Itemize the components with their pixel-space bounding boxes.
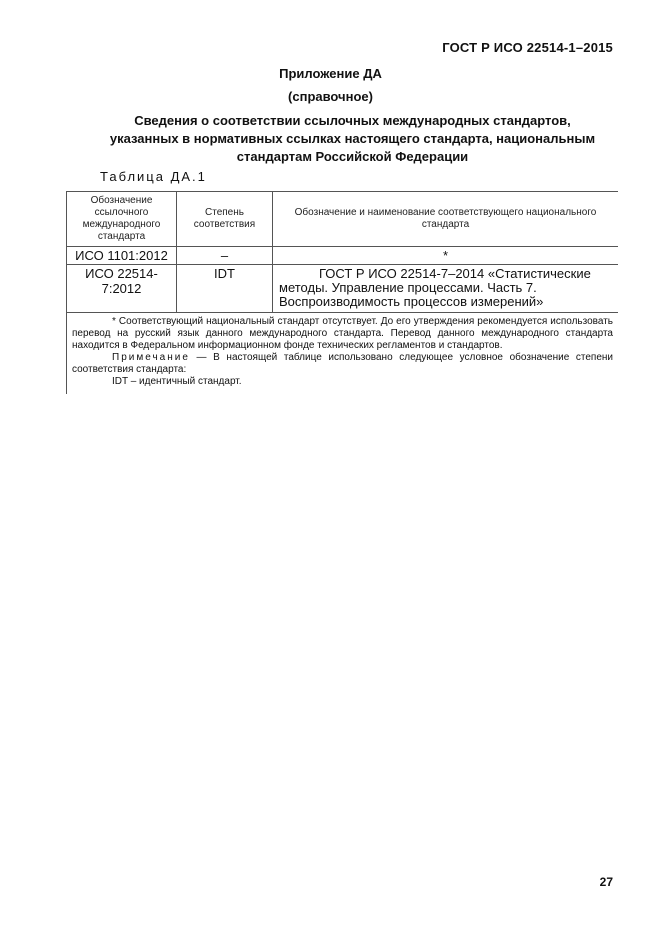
note-text: — В настоящей таблице использовано следующее условное обозначение степени соответствия стандарта:: [72, 352, 613, 375]
table-label: Таблица ДА.1: [100, 169, 207, 184]
correspondence-table: [66, 191, 618, 394]
note-label: Примечание: [112, 352, 190, 363]
appendix-title: Приложение ДА: [279, 66, 382, 81]
column-header-ref: Обозначение ссылочного международного стандарта: [67, 192, 177, 247]
appendix-subtitle: (справочное): [288, 89, 373, 104]
cell-national: *: [273, 247, 619, 265]
cell-national: [273, 265, 619, 313]
heading-line-1: Сведения о соответствии ссылочных международных стандартов,: [134, 113, 571, 128]
table-row: [67, 265, 619, 313]
heading-line-2: указанных в нормативных ссылках настоящего стандарта, национальным: [109, 131, 596, 146]
cell-degree: IDT: [177, 265, 273, 313]
national-standard-text: ГОСТ Р ИСО 22514-7–2014 «Статистические методы. Управление процессами. Часть 7. Воспроизводимость процессов измерений»: [279, 266, 591, 309]
table-notes-row: [67, 313, 619, 395]
cell-ref: ИСО 1101:2012: [67, 247, 177, 265]
page-number: 27: [599, 875, 613, 889]
table-header-row: [67, 192, 619, 247]
legend: IDT – идентичный стандарт.: [112, 376, 242, 387]
appendix-heading: [70, 112, 635, 166]
table-notes: [67, 313, 619, 395]
document-code: ГОСТ Р ИСО 22514-1–2015: [442, 40, 613, 55]
note: [72, 352, 613, 376]
heading-line-3: стандартам Российской Федерации: [236, 149, 469, 164]
column-header-national: Обозначение и наименование соответствующего национального стандарта: [273, 192, 619, 247]
cell-ref: ИСО 22514-7:2012: [67, 265, 177, 313]
table-row: [67, 247, 619, 265]
column-header-degree: Степень соответствия: [177, 192, 273, 247]
cell-degree: –: [177, 247, 273, 265]
footnote: * Соответствующий национальный стандарт отсутствует. До его утверждения рекомендуется использовать перевод на русский язык данного международного стандарта. Перевод данного международного стандарта находится в Федеральном информационном фонде технических регламентов и стандартов.: [72, 316, 613, 351]
